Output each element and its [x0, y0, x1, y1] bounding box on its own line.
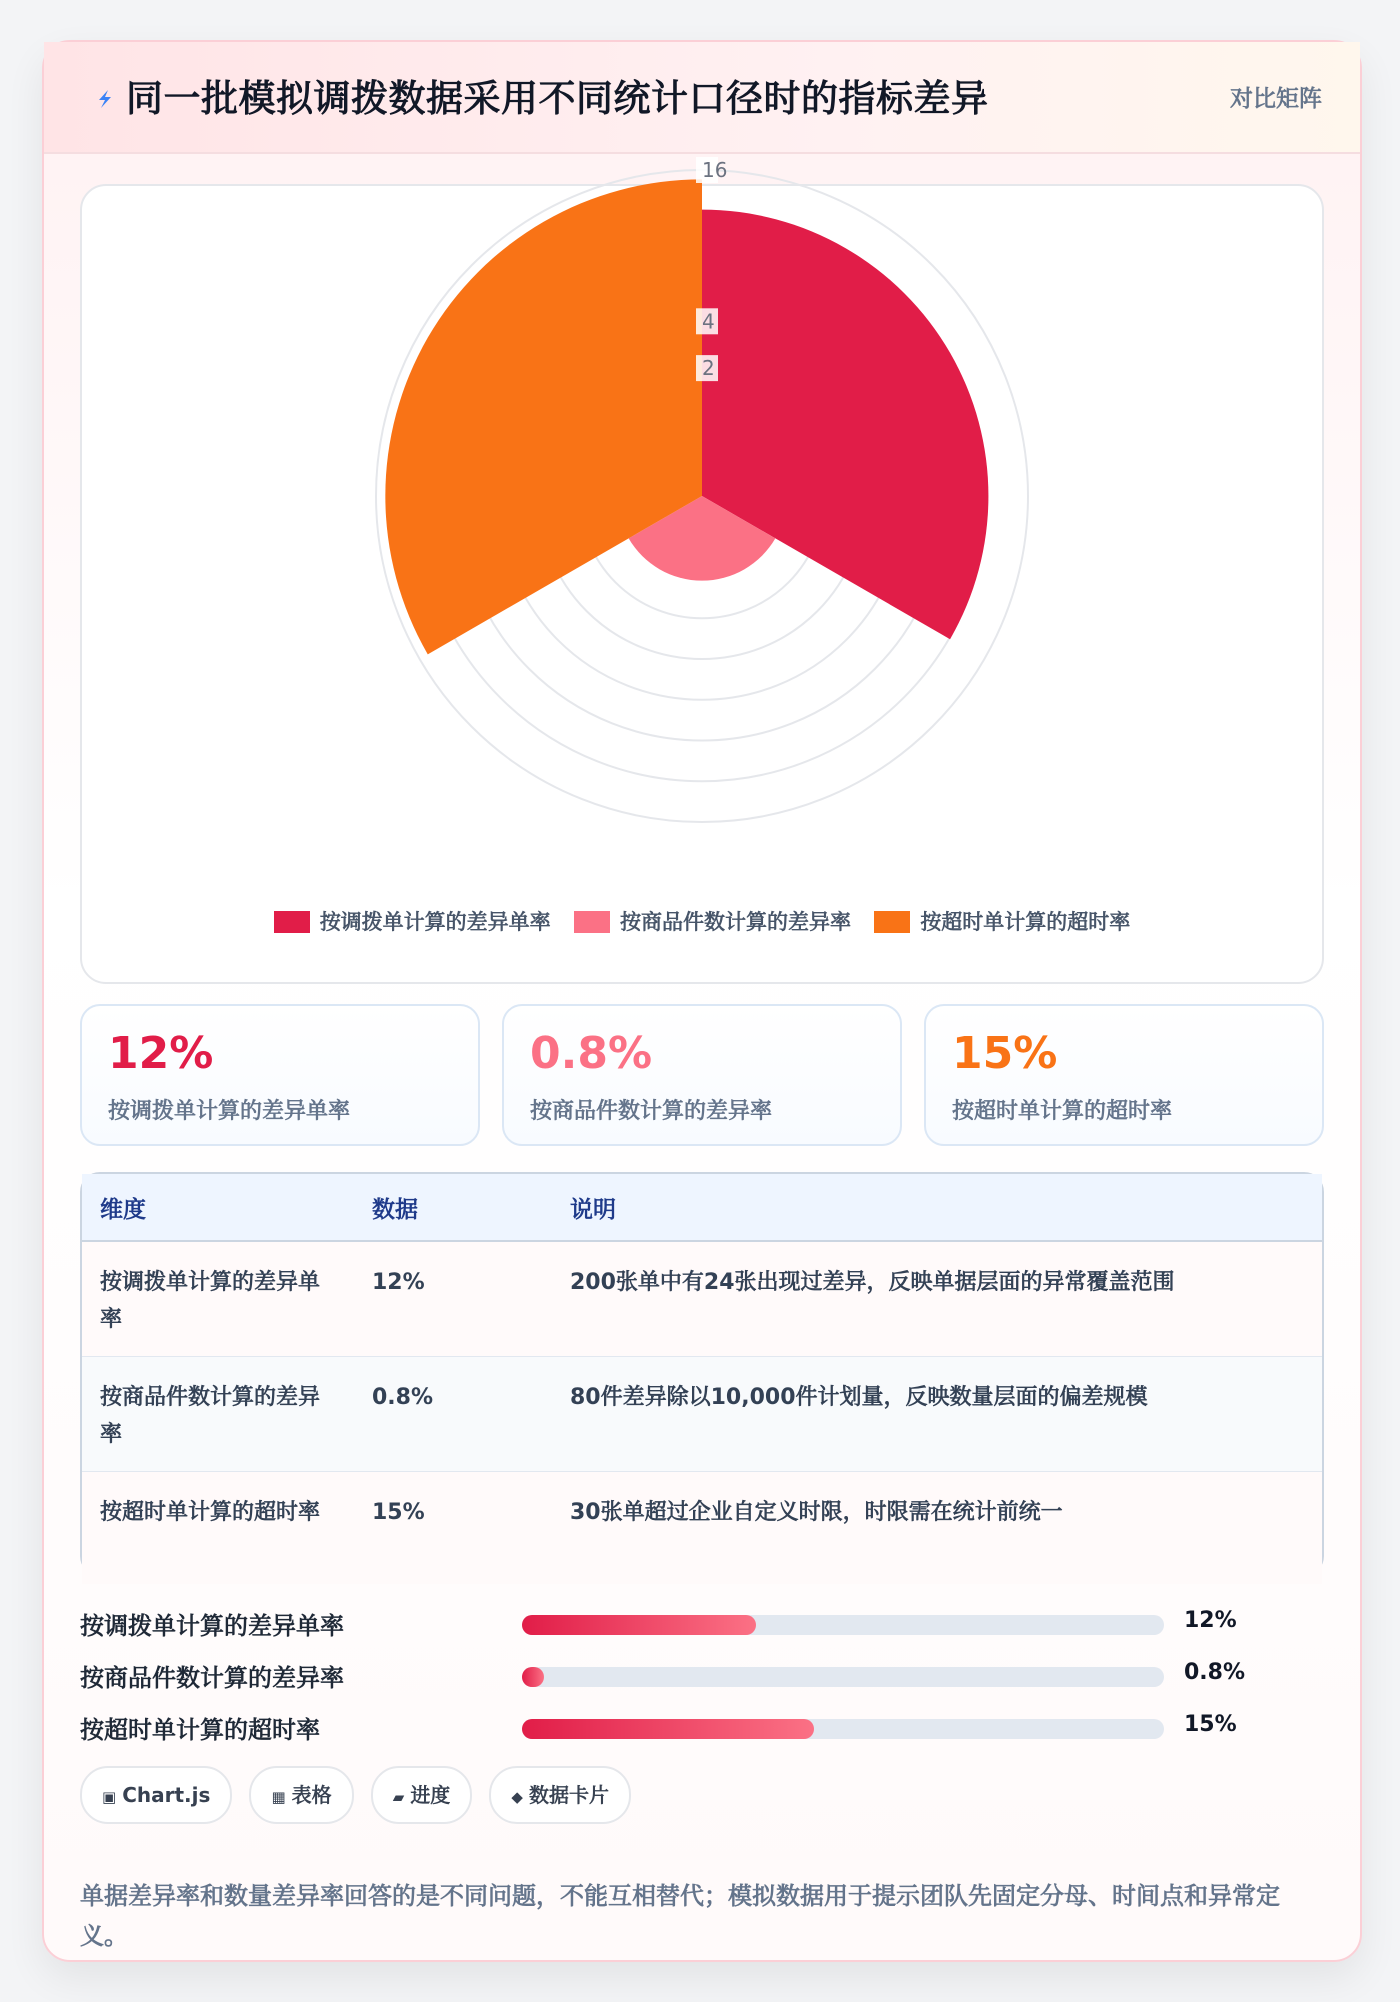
- radial-tick-label: 16: [702, 158, 728, 182]
- progress-label: 按调拨单计算的差异单率: [80, 1612, 344, 1640]
- chart-panel: [80, 158, 1324, 984]
- legend-item[interactable]: [874, 906, 1130, 936]
- table-header-note: 说明: [552, 1174, 1322, 1241]
- kpi-value: 12%: [108, 1028, 214, 1079]
- kpi-label: 按商品件数计算的差异率: [530, 1099, 773, 1124]
- table-row: [82, 1241, 1322, 1357]
- kpi-card: [502, 1004, 902, 1146]
- tag-chartjs[interactable]: [80, 1766, 232, 1824]
- legend-label: 按超时单计算的超时率: [920, 910, 1131, 934]
- progress-track: [522, 1719, 1164, 1739]
- progress-value: 12%: [1184, 1608, 1237, 1633]
- progress-row: [80, 1602, 1320, 1654]
- progress-fill: [522, 1719, 814, 1739]
- table-icon: ▦: [271, 1788, 286, 1806]
- progress-track: [522, 1667, 1164, 1687]
- table-cell-dimension: 按调拨单计算的差异单率: [82, 1241, 354, 1357]
- comparison-card: [42, 40, 1362, 1962]
- table-header-data: 数据: [354, 1174, 552, 1241]
- matrix-badge: 对比矩阵: [1230, 86, 1322, 112]
- tag-progress[interactable]: [371, 1766, 473, 1824]
- chart-icon: ▣: [102, 1788, 117, 1806]
- progress-row: [80, 1706, 1320, 1758]
- table-cell-data: 0.8%: [354, 1357, 552, 1472]
- tag-list: [80, 1766, 643, 1824]
- progress-track: [522, 1615, 1164, 1635]
- progress-label: 按商品件数计算的差异率: [80, 1664, 344, 1692]
- legend-label: 按商品件数计算的差异率: [620, 910, 851, 934]
- progress-list: [80, 1602, 1320, 1758]
- tag-label: 进度: [410, 1783, 451, 1807]
- kpi-label: 按调拨单计算的差异单率: [108, 1099, 351, 1124]
- kpi-card: [80, 1004, 480, 1146]
- polar-area-chart: [82, 158, 1322, 886]
- table-cell-data: 12%: [354, 1241, 552, 1357]
- polar-slice[interactable]: [385, 179, 702, 654]
- progress-fill: [522, 1615, 756, 1635]
- radial-tick-label: 4: [702, 309, 715, 334]
- card-header: [44, 42, 1360, 154]
- progress-icon: ▰: [392, 1788, 405, 1806]
- progress-label: 按超时单计算的超时率: [80, 1716, 320, 1744]
- table-row: [82, 1357, 1322, 1472]
- progress-value: 15%: [1184, 1712, 1237, 1737]
- kpi-value: 15%: [952, 1028, 1058, 1079]
- legend-swatch: [574, 911, 610, 933]
- tag-data-card[interactable]: [489, 1766, 631, 1824]
- table-cell-dimension: 按超时单计算的超时率: [82, 1472, 354, 1585]
- legend-swatch: [874, 911, 910, 933]
- tag-label: Chart.js: [122, 1783, 211, 1807]
- legend-item[interactable]: [274, 906, 551, 936]
- tag-table[interactable]: [249, 1766, 353, 1824]
- table-cell-dimension: 按商品件数计算的差异率: [82, 1357, 354, 1472]
- table-cell-note: 200张单中有24张出现过差异，反映单据层面的异常覆盖范围: [552, 1241, 1322, 1357]
- legend-label: 按调拨单计算的差异单率: [319, 910, 551, 934]
- progress-fill: [522, 1667, 544, 1687]
- kpi-card: [924, 1004, 1324, 1146]
- footer-note: 单据差异率和数量差异率回答的是不同问题，不能互相替代；模拟数据用于提示团队先固定分母、时间点和异常定义。: [80, 1882, 1280, 1950]
- kpi-label: 按超时单计算的超时率: [952, 1099, 1173, 1124]
- diamond-icon: ◆: [511, 1788, 523, 1806]
- table-cell-note: 80件差异除以10,000件计划量，反映数量层面的偏差规模: [552, 1357, 1322, 1472]
- table-cell-note: 30张单超过企业自定义时限，时限需在统计前统一: [552, 1472, 1322, 1585]
- progress-row: [80, 1654, 1320, 1706]
- progress-value: 0.8%: [1184, 1660, 1246, 1685]
- legend-item[interactable]: [574, 906, 851, 936]
- radial-tick-label: 2: [702, 356, 715, 381]
- table-header-dimension: 维度: [82, 1174, 354, 1241]
- page-title: 同一批模拟调拨数据采用不同统计口径时的指标差异: [126, 77, 989, 120]
- chart-legend: [82, 906, 1322, 936]
- kpi-value: 0.8%: [530, 1028, 653, 1079]
- data-table: [80, 1172, 1324, 1576]
- bolt-icon: [84, 78, 124, 118]
- legend-swatch: [274, 911, 310, 933]
- tag-label: 表格: [291, 1783, 332, 1807]
- tag-label: 数据卡片: [528, 1783, 609, 1807]
- polar-slice[interactable]: [702, 210, 988, 640]
- table-row: [82, 1472, 1322, 1585]
- table-cell-data: 15%: [354, 1472, 552, 1585]
